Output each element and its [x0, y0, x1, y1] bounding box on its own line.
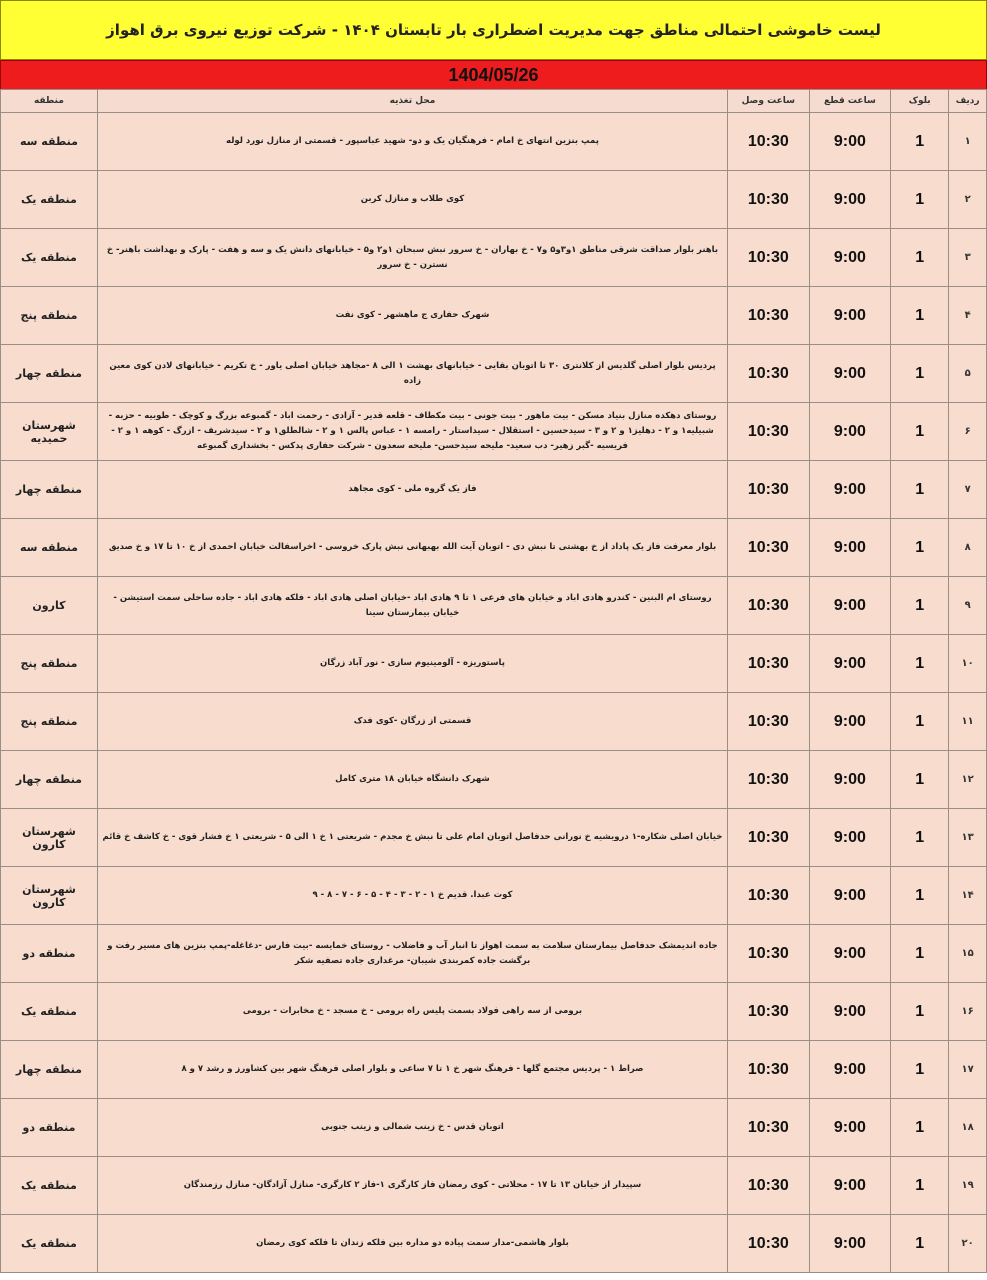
row-number: ۱۶ [949, 983, 987, 1041]
row-cut-time: 9:00 [809, 693, 891, 751]
row-connect-time: 10:30 [728, 809, 810, 867]
row-zone: کارون [1, 577, 98, 635]
row-cut-time: 9:00 [809, 925, 891, 983]
row-number: ۱۴ [949, 867, 987, 925]
row-connect-time: 10:30 [728, 461, 810, 519]
table-row [1, 113, 987, 171]
table-row [1, 635, 987, 693]
row-zone: منطقه پنج [1, 693, 98, 751]
row-zone: منطقه چهار [1, 461, 98, 519]
row-number: ۲ [949, 171, 987, 229]
row-number: ۷ [949, 461, 987, 519]
row-connect-time: 10:30 [728, 635, 810, 693]
row-number: ۱۲ [949, 751, 987, 809]
row-block: 1 [891, 577, 949, 635]
row-cut-time: 9:00 [809, 461, 891, 519]
row-location: پمپ بنزین انتهای خ امام - فرهنگیان یک و دو- شهید عباسپور - قسمتی از منازل نورد لوله [97, 113, 727, 171]
row-block: 1 [891, 751, 949, 809]
table-row [1, 1099, 987, 1157]
row-block: 1 [891, 635, 949, 693]
row-connect-time: 10:30 [728, 345, 810, 403]
row-location: پاستوریزه - آلومینیوم سازی - نور آباد زرگان [97, 635, 727, 693]
row-block: 1 [891, 693, 949, 751]
row-block: 1 [891, 1215, 949, 1273]
row-location: سپیدار از خیابان ۱۳ تا ۱۷ - محلاتی - کوی رمضان فاز کارگری ۱-فاز ۲ کارگری- منازل آزادگان- منازل رزمندگان [97, 1157, 727, 1215]
header-location: محل تغذیه [97, 90, 727, 113]
row-connect-time: 10:30 [728, 171, 810, 229]
row-zone: منطقه چهار [1, 751, 98, 809]
row-cut-time: 9:00 [809, 867, 891, 925]
header-cut-time: ساعت قطع [809, 90, 891, 113]
row-location: باهنر بلوار صداقت شرقی مناطق ۱و۳و۵ و۷ - خ بهاران - خ سرور نبش سبحان ۱و۲ و۵ - خیابانهای دانش یک و سه و هفت - پارک و بهداشت باهنر- خ نسترن - خ سرور [97, 229, 727, 287]
row-block: 1 [891, 1157, 949, 1215]
table-row [1, 345, 987, 403]
row-zone: منطقه یک [1, 1157, 98, 1215]
row-location: بلوار معرفت فاز یک پاداد از خ بهشتی تا نبش دی - اتوبان آیت الله بهبهانی نبش پارک خروسی - اخراسفالت خیابان احمدی از خ ۱۰ تا ۱۷ و خ صدیق [97, 519, 727, 577]
row-connect-time: 10:30 [728, 1157, 810, 1215]
table-row [1, 403, 987, 461]
row-connect-time: 10:30 [728, 403, 810, 461]
table-row [1, 751, 987, 809]
table-row [1, 693, 987, 751]
row-cut-time: 9:00 [809, 1215, 891, 1273]
table-row [1, 461, 987, 519]
table-row [1, 171, 987, 229]
row-location: پردیس بلوار اصلی گلدیس از کلانتری ۳۰ تا اتوبان بقایی - خیابانهای بهشت ۱ الی ۸ -مجاهد خیابان اصلی یاور - خ تکریم - خیابانهای لادن کوی معین زاده [97, 345, 727, 403]
row-number: ۱ [949, 113, 987, 171]
row-zone: منطقه یک [1, 983, 98, 1041]
row-number: ۵ [949, 345, 987, 403]
header-connect-time: ساعت وصل [728, 90, 810, 113]
row-location: روستای دهکده منازل بنیاد مسکن - بیت ماهور - بیت جونی - بیت مکطاف - قلعه قدیر - آزادی - رحمت اباد - گمبوعه بزرگ و کوچک - طوبیه - حزبه - شبیلیه۱ و ۲ - دهلیز۱ و ۲ و ۳ - سیدحسین - استقلال - سیداستار - رامسه ۱ - عباس پالس ۱ و ۲ - شالطلق۱ و ۲ - سیدشریف - ازرگ - کوهه ۱ و ۲ - فریسیه -گبر زهیر- دب سعید- ملیحه سیدحسن- ملیحه سعدون - شرکت حفاری پدکس - بخشداری گمبوعه [97, 403, 727, 461]
header-block: بلوک [891, 90, 949, 113]
row-number: ۱۹ [949, 1157, 987, 1215]
row-location: صراط ۱ - پردیس مجتمع گلها - فرهنگ شهر خ ۱ تا ۷ ساعی و بلوار اصلی فرهنگ شهر بین کشاورز و رشد ۷ و ۸ [97, 1041, 727, 1099]
page-title: لیست خاموشی احتمالی مناطق جهت مدیریت اضطراری بار تابستان ۱۴۰۴ - شرکت توزیع نیروی برق اهواز [0, 0, 987, 60]
row-number: ۱۳ [949, 809, 987, 867]
row-number: ۹ [949, 577, 987, 635]
row-connect-time: 10:30 [728, 1041, 810, 1099]
row-connect-time: 10:30 [728, 1099, 810, 1157]
table-row [1, 1215, 987, 1273]
row-connect-time: 10:30 [728, 519, 810, 577]
row-cut-time: 9:00 [809, 1157, 891, 1215]
row-zone: منطقه دو [1, 925, 98, 983]
row-zone: منطقه پنج [1, 635, 98, 693]
row-block: 1 [891, 403, 949, 461]
outage-table [0, 89, 987, 1273]
row-number: ۱۷ [949, 1041, 987, 1099]
row-block: 1 [891, 287, 949, 345]
row-connect-time: 10:30 [728, 867, 810, 925]
row-location: کوت عبدا. قدیم خ ۱ - ۲ - ۳ - ۴ - ۵ - ۶ - ۷ - ۸ - ۹ [97, 867, 727, 925]
row-number: ۲۰ [949, 1215, 987, 1273]
row-location: کوی طلاب و منازل کربن [97, 171, 727, 229]
row-zone: منطقه یک [1, 171, 98, 229]
row-connect-time: 10:30 [728, 113, 810, 171]
table-row [1, 867, 987, 925]
row-cut-time: 9:00 [809, 171, 891, 229]
header-zone: منطقه [1, 90, 98, 113]
row-location: فاز یک گروه ملی - کوی مجاهد [97, 461, 727, 519]
table-row [1, 1041, 987, 1099]
row-cut-time: 9:00 [809, 287, 891, 345]
row-number: ۸ [949, 519, 987, 577]
row-cut-time: 9:00 [809, 1099, 891, 1157]
row-zone: منطقه پنج [1, 287, 98, 345]
row-cut-time: 9:00 [809, 1041, 891, 1099]
row-block: 1 [891, 925, 949, 983]
table-row [1, 983, 987, 1041]
row-number: ۴ [949, 287, 987, 345]
row-connect-time: 10:30 [728, 577, 810, 635]
row-number: ۳ [949, 229, 987, 287]
row-location: قسمتی از زرگان -کوی فدک [97, 693, 727, 751]
row-cut-time: 9:00 [809, 809, 891, 867]
row-zone: منطقه سه [1, 113, 98, 171]
row-location: جاده اندیمشک حدفاصل بیمارستان سلامت به سمت اهواز تا انبار آب و فاضلاب - روستای خمایسه -بیت فارس -دغاغله-پمپ بنزین های مسیر رفت و برگشت جاده کمربندی شیبان- مرغداری جاده تصفیه شکر [97, 925, 727, 983]
table-header-row [1, 90, 987, 113]
row-block: 1 [891, 1099, 949, 1157]
row-block: 1 [891, 809, 949, 867]
row-number: ۱۰ [949, 635, 987, 693]
row-cut-time: 9:00 [809, 229, 891, 287]
row-block: 1 [891, 171, 949, 229]
row-block: 1 [891, 867, 949, 925]
row-zone: منطقه چهار [1, 345, 98, 403]
row-connect-time: 10:30 [728, 287, 810, 345]
row-location: شهرک دانشگاه خیابان ۱۸ متری کامل [97, 751, 727, 809]
row-block: 1 [891, 113, 949, 171]
row-connect-time: 10:30 [728, 229, 810, 287]
row-block: 1 [891, 461, 949, 519]
row-cut-time: 9:00 [809, 113, 891, 171]
row-cut-time: 9:00 [809, 577, 891, 635]
row-zone: منطقه یک [1, 1215, 98, 1273]
row-connect-time: 10:30 [728, 693, 810, 751]
row-cut-time: 9:00 [809, 635, 891, 693]
row-number: ۱۱ [949, 693, 987, 751]
row-cut-time: 9:00 [809, 751, 891, 809]
row-zone: منطقه یک [1, 229, 98, 287]
row-connect-time: 10:30 [728, 1215, 810, 1273]
table-row [1, 1157, 987, 1215]
row-cut-time: 9:00 [809, 403, 891, 461]
row-block: 1 [891, 983, 949, 1041]
row-location: روستای ام البنین - کندرو هادی اباد و خیابان های فرعی ۱ تا ۹ هادی اباد -خیابان اصلی هادی اباد - فلکه هادی اباد - جاده ساحلی سمت استیشن - خیابان بیمارستان سینا [97, 577, 727, 635]
table-row [1, 519, 987, 577]
row-location: اتوبان قدس - خ زینب شمالی و زینب جنوبی [97, 1099, 727, 1157]
row-location: برومی از سه راهی فولاد بسمت پلیس راه برومی - خ مسجد - خ مخابرات - برومی [97, 983, 727, 1041]
row-zone: شهرستان حمیدیه [1, 403, 98, 461]
row-cut-time: 9:00 [809, 345, 891, 403]
row-zone: شهرستان کارون [1, 867, 98, 925]
row-cut-time: 9:00 [809, 983, 891, 1041]
row-cut-time: 9:00 [809, 519, 891, 577]
table-row [1, 229, 987, 287]
row-connect-time: 10:30 [728, 751, 810, 809]
row-number: ۶ [949, 403, 987, 461]
header-radif: ردیف [949, 90, 987, 113]
row-location: شهرک حفاری ج ماهشهر - کوی نفت [97, 287, 727, 345]
row-number: ۱۵ [949, 925, 987, 983]
row-number: ۱۸ [949, 1099, 987, 1157]
schedule-date: 1404/05/26 [0, 60, 987, 90]
row-location: بلوار هاشمی-مدار سمت پیاده دو مداره بین فلکه زندان تا فلکه کوی رمضان [97, 1215, 727, 1273]
row-connect-time: 10:30 [728, 983, 810, 1041]
row-zone: شهرستان کارون [1, 809, 98, 867]
table-row [1, 287, 987, 345]
row-zone: منطقه چهار [1, 1041, 98, 1099]
row-block: 1 [891, 345, 949, 403]
row-block: 1 [891, 229, 949, 287]
row-connect-time: 10:30 [728, 925, 810, 983]
row-block: 1 [891, 519, 949, 577]
table-row [1, 809, 987, 867]
table-row [1, 577, 987, 635]
row-zone: منطقه دو [1, 1099, 98, 1157]
row-zone: منطقه سه [1, 519, 98, 577]
row-location: خیابان اصلی شکاره-۱ درویشیه خ نورانی حدفاصل اتوبان امام علی تا نبش خ مجدم - شریعتی ۱ خ ۱ الی ۵ - شریعتی ۱ خ فشار قوی - خ کاشف خ قائم [97, 809, 727, 867]
table-row [1, 925, 987, 983]
row-block: 1 [891, 1041, 949, 1099]
